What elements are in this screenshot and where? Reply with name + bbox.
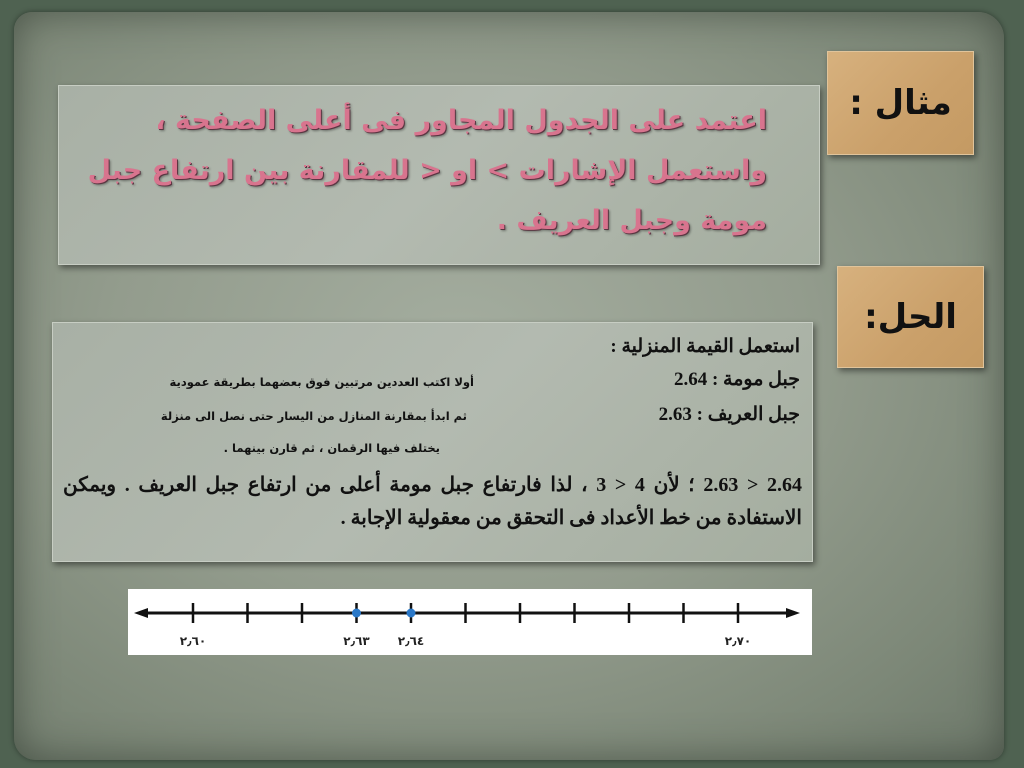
solution-box — [52, 322, 813, 562]
mount-mouma-value: جبل مومة : 2.64 — [673, 369, 800, 390]
solution-label-tag — [837, 266, 984, 368]
example-label-tag — [827, 51, 974, 155]
right-arrow-icon — [786, 608, 800, 618]
left-arrow-icon — [134, 608, 148, 618]
number-line-point — [352, 609, 361, 618]
number-line-label: ٢٫٦٤ — [397, 634, 425, 648]
problem-box — [58, 85, 820, 265]
number-line-label: ٢٫٧٠ — [724, 634, 752, 648]
number-line-point — [407, 609, 416, 618]
number-line-panel — [128, 589, 812, 655]
note-step-1: أولا اكتب العددين مرتبين فوق بعضهما بطريقة عمودية — [169, 375, 474, 389]
conclusion-text: 2.64 < 2.63 ؛ لأن 4 < 3 ، لذا فارتفاع جبل مومة أعلى من ارتفاع جبل العريف . ويمكن الاستفادة من خط الأعداد فى التحقق من معقولية الإجابة . — [63, 474, 802, 529]
mount-arif-value: جبل العريف : 2.63 — [658, 404, 800, 425]
problem-text: اعتمد على الجدول المجاور فى أعلى الصفحة ، واستعمل الإشارات > او < للمقارنة بين ارتفاع جبل مومة وجبل العريف . — [87, 105, 767, 236]
note-step-3: يختلف فيها الرقمان ، ثم قارن بينهما . — [223, 441, 440, 455]
number-line-label: ٢٫٦٣ — [343, 634, 370, 648]
number-line — [128, 589, 812, 655]
solution-label: الحل: — [864, 297, 957, 337]
place-value-heading: استعمل القيمة المنزلية : — [610, 336, 800, 357]
note-step-2: ثم ابدأ بمقارنة المنازل من اليسار حتى نصل الى منزلة — [160, 409, 467, 423]
example-label: مثال : — [849, 83, 952, 123]
number-line-label: ٢٫٦٠ — [179, 634, 207, 648]
